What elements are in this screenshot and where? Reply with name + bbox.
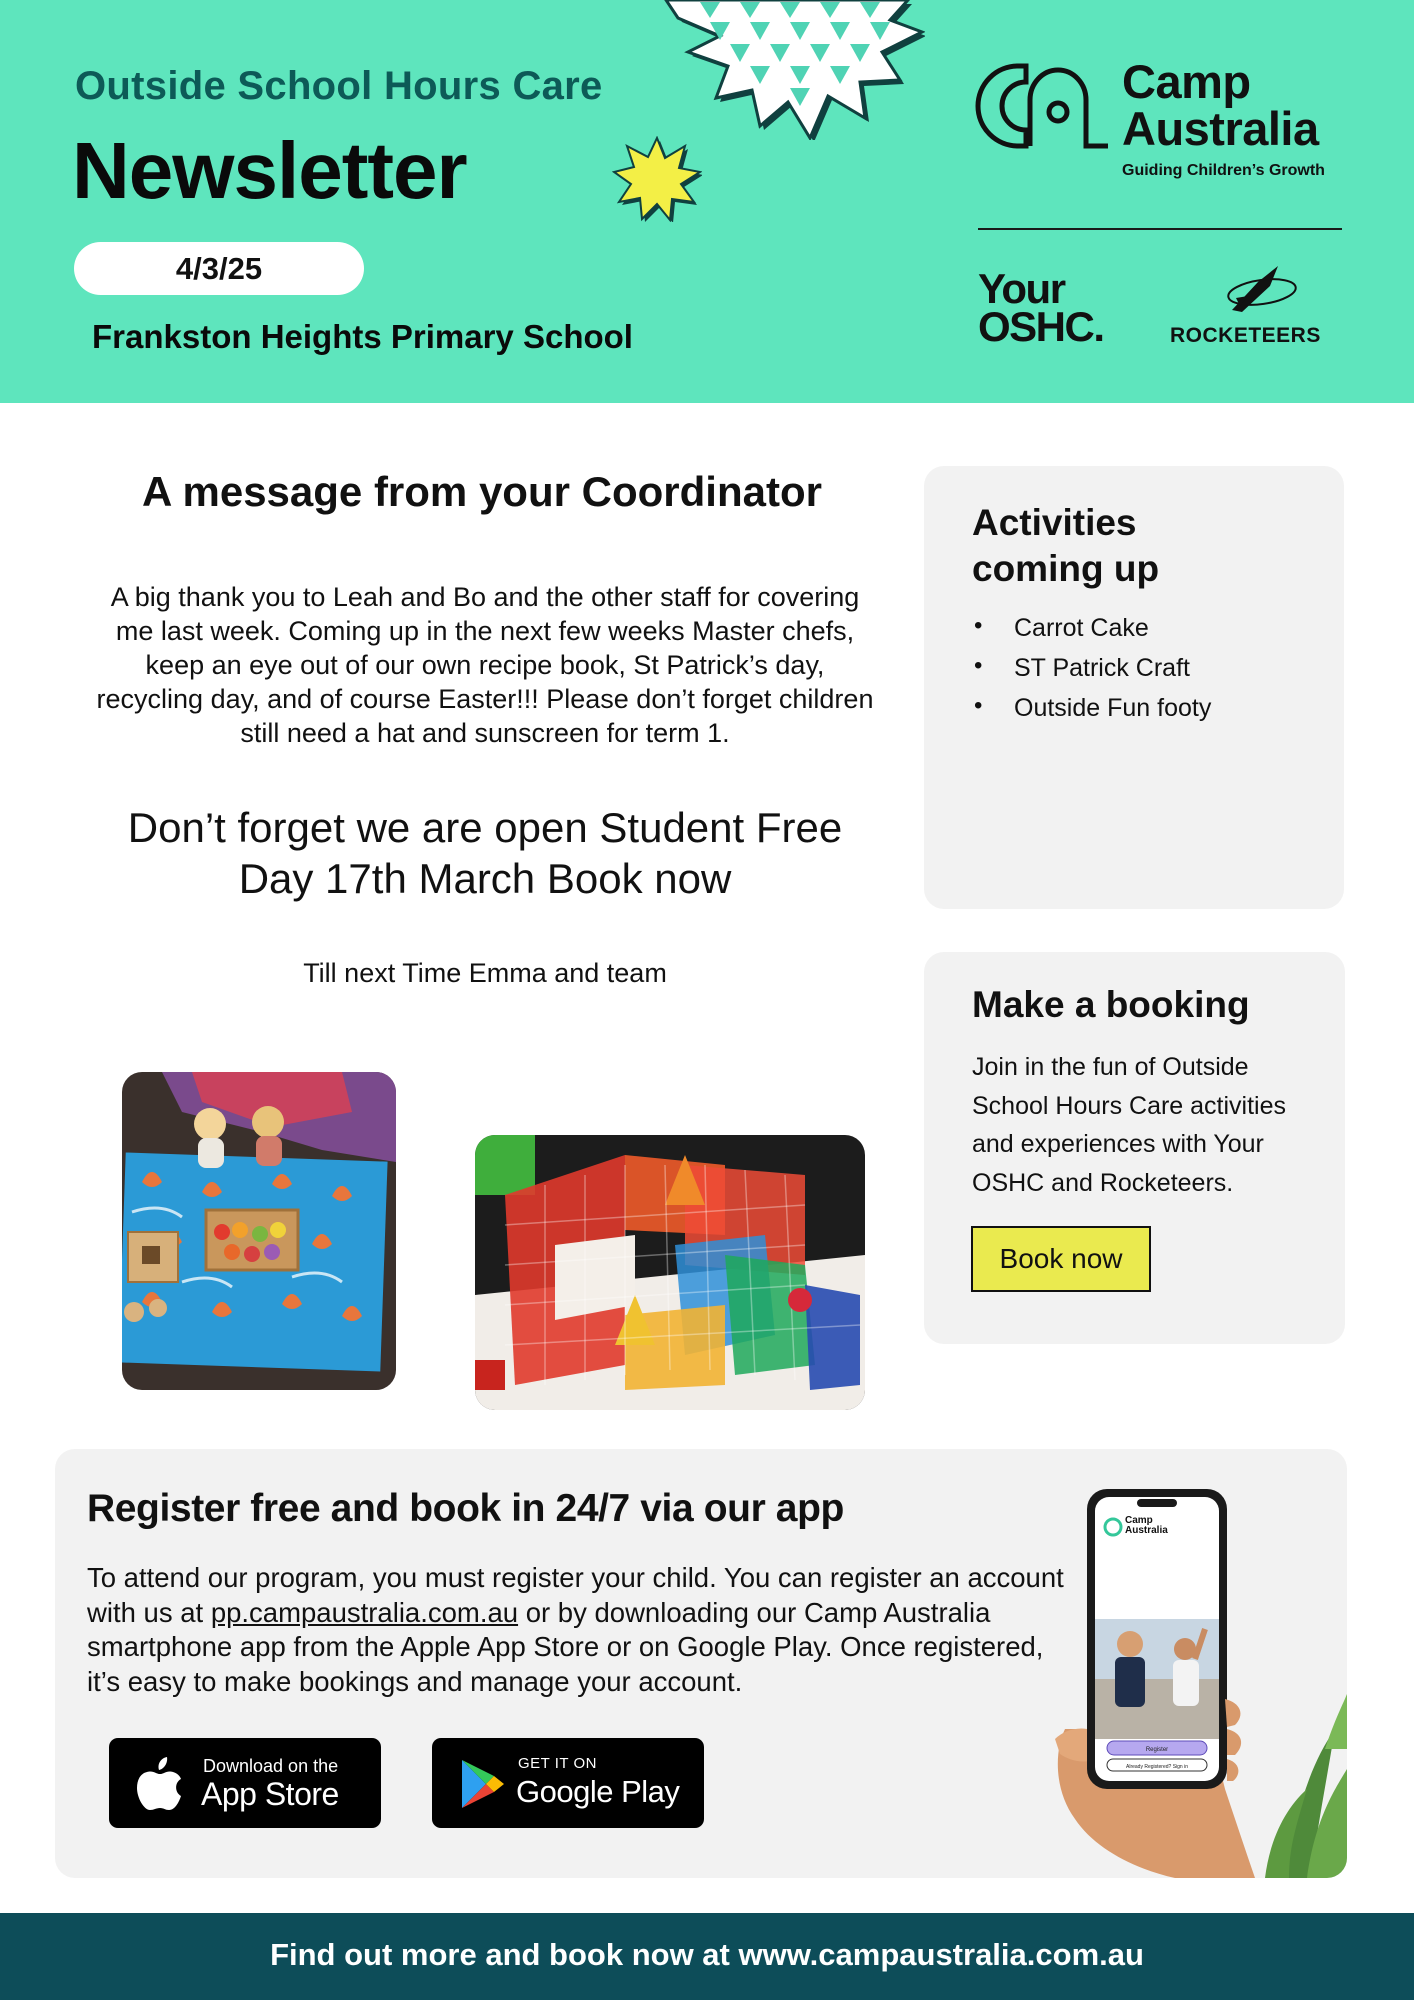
- activities-list: [972, 608, 1211, 728]
- activities-card: [924, 466, 1344, 909]
- your-oshc-logo: [978, 265, 1104, 350]
- rocketeers-wordmark: ROCKETEERS: [1170, 324, 1321, 347]
- register-text-rest: or by downloading our Camp Australia smartphone app from the Apple App Store or on Google Play. Once registered, it’s easy to make bookings and manage your account.: [87, 1596, 1044, 1697]
- sun-icon: [612, 136, 702, 222]
- register-link[interactable]: pp.campaustralia.com.au: [210, 1596, 519, 1628]
- your-oshc-line2: OSHC.: [978, 303, 1104, 350]
- brand-name-line1: Camp: [1122, 55, 1251, 108]
- brand-name: [1122, 55, 1319, 155]
- phone-register-label: Register: [1145, 1747, 1169, 1753]
- brand-tagline: Guiding Children’s Growth: [1122, 162, 1325, 179]
- register-text-intro: To attend our program, you must register your child. You can register an account with us at: [87, 1562, 1064, 1628]
- photo-magnetic-tiles: [475, 1135, 865, 1410]
- header-eyebrow: Outside School Hours Care: [75, 64, 603, 108]
- signoff: Till next Time Emma and team: [303, 958, 667, 988]
- photo-play-mat: [122, 1072, 396, 1390]
- star-burst-decoration: [660, 0, 925, 140]
- camp-australia-logo: [974, 56, 1344, 186]
- coordinator-message: A big thank you to Leah and Bo and the other staff for covering me last week. Coming up in the next few weeks Master chefs, keep an eye out of our own recipe book, St Patrick’s day, recycling day, and of course Easter!!! Please don’t forget children still need a hat and sunscreen for term 1.: [96, 582, 874, 748]
- google-play-small: GET IT ON: [518, 1755, 597, 1772]
- date-pill: 4/3/25: [74, 242, 364, 295]
- booking-card: [924, 952, 1345, 1344]
- google-play-big: Google Play: [516, 1774, 680, 1809]
- footer-text: Find out more and book now at www.campaustralia.com.au: [270, 1937, 1144, 1972]
- camp-australia-logo-icon: [974, 60, 1114, 152]
- activity-item: • Outside Fun footy: [972, 688, 1211, 728]
- newsletter-header: [0, 0, 1414, 403]
- activities-title-line1: Activities: [972, 502, 1137, 543]
- phone-signin-label: Already Registered? Sign in: [1126, 1764, 1188, 1770]
- your-oshc-line1: Your: [978, 265, 1065, 312]
- activities-title-line2: coming up: [972, 548, 1160, 589]
- app-store-button[interactable]: [109, 1738, 381, 1828]
- google-play-button[interactable]: [432, 1738, 704, 1828]
- booking-text: Join in the fun of Outside School Hours Care activities and experiences with Your OSHC and Rocketeers.: [972, 1053, 1287, 1197]
- rocket-icon: [1218, 262, 1298, 314]
- activity-item: • ST Patrick Craft: [972, 648, 1211, 688]
- register-text: [87, 1561, 1067, 1699]
- apple-icon: [133, 1756, 185, 1812]
- phone-brand-line2: Australia: [1125, 1525, 1168, 1536]
- student-free-day-reminder: Don’t forget we are open Student Free Day 17th March Book now: [127, 804, 843, 902]
- phone-in-hand-illustration: [1045, 1489, 1347, 1878]
- app-store-big: App Store: [201, 1776, 339, 1812]
- school-name: Frankston Heights Primary School: [92, 318, 633, 355]
- brand-name-line2: Australia: [1122, 102, 1319, 155]
- google-play-icon: [456, 1756, 508, 1812]
- activity-item: • Carrot Cake: [972, 608, 1211, 648]
- register-panel: [55, 1449, 1347, 1878]
- booking-title: Make a booking: [972, 984, 1250, 1025]
- register-title: Register free and book in 24/7 via our app: [87, 1487, 844, 1530]
- rocketeers-logo: [1170, 262, 1345, 347]
- newsletter-title: Newsletter: [72, 126, 467, 215]
- coordinator-heading: A message from your Coordinator: [142, 468, 822, 515]
- book-now-button[interactable]: Book now: [971, 1226, 1151, 1292]
- phone-brand-line1: Camp: [1125, 1515, 1153, 1526]
- app-store-small: Download on the: [203, 1756, 339, 1776]
- activities-title: [972, 500, 1159, 592]
- footer-bar: [0, 1913, 1414, 2000]
- header-divider: [978, 228, 1342, 230]
